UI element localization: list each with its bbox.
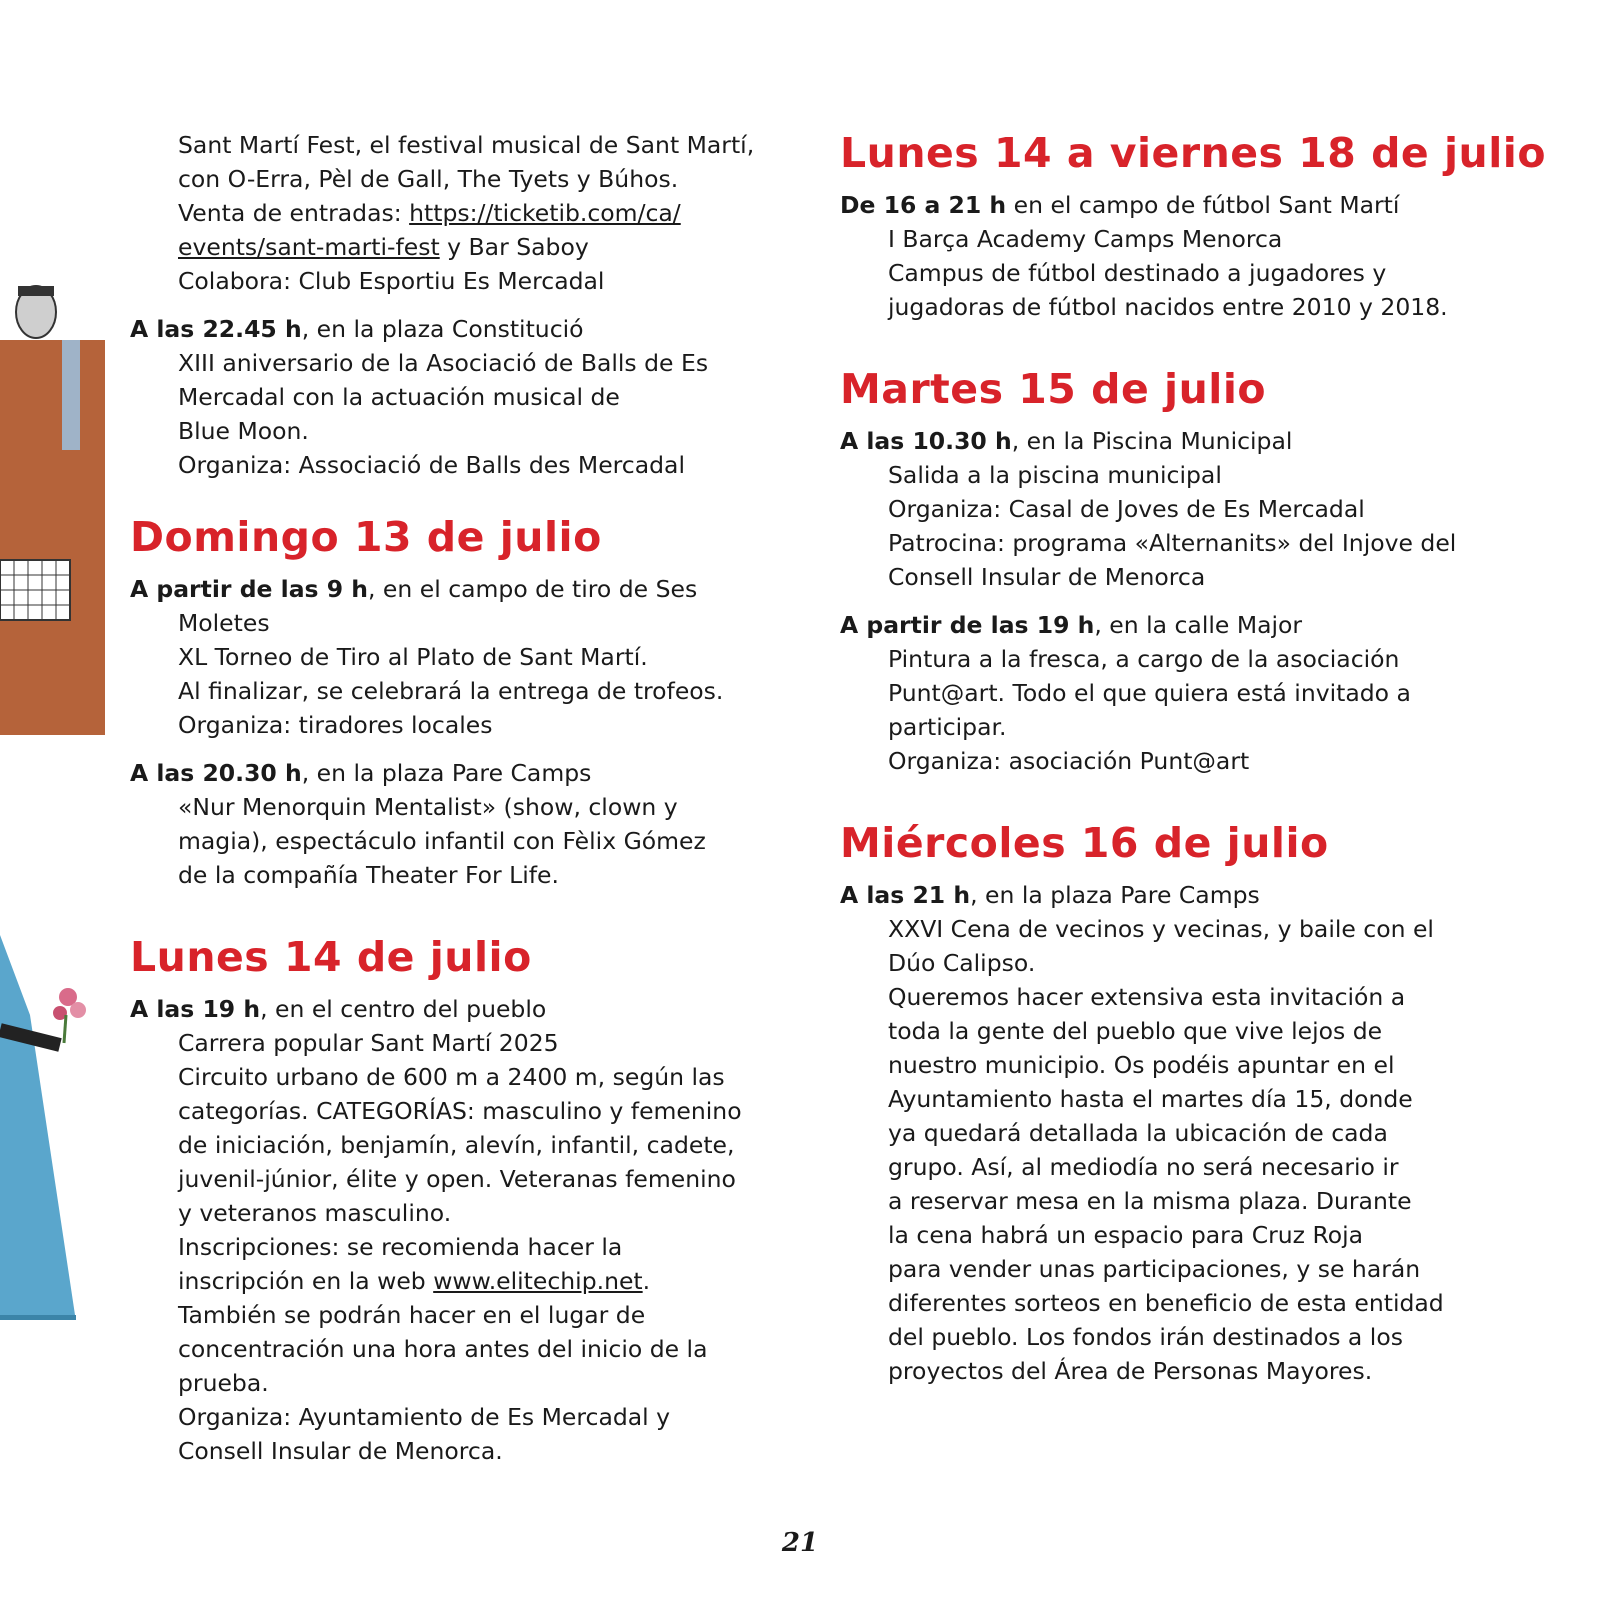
detail-line: Ayuntamiento hasta el martes día 15, donde [888, 1085, 1413, 1113]
detail-line: Organiza: asociación Punt@art [888, 747, 1250, 775]
event-time: A las 22.45 h [130, 315, 302, 343]
detail-line: Queremos hacer extensiva esta invitación a [888, 983, 1406, 1011]
detail-line: Inscripciones: se recomienda hacer la [178, 1233, 623, 1261]
event-time: A partir de las 9 h [130, 575, 368, 603]
event-heading [840, 608, 1500, 642]
detail-line: Punt@art. Todo el que quiera está invitado a [888, 679, 1411, 707]
detail-line: Consell Insular de Menorca [888, 563, 1206, 591]
detail-line: de la compañía Theater For Life. [178, 861, 559, 889]
event-heading [130, 312, 780, 346]
detail-line: a reservar mesa en la misma plaza. Durante [888, 1187, 1412, 1215]
event-martes-1030 [840, 424, 1500, 594]
event-place: , en el campo de tiro de Ses [367, 575, 698, 603]
detail-line: XL Torneo de Tiro al Plato de Sant Martí. [178, 643, 648, 671]
detail-line: Blue Moon. [178, 417, 309, 445]
detail-line: para vender unas participaciones, y se harán [888, 1255, 1421, 1283]
event-lunes-19h [130, 992, 780, 1468]
detail-line: Organiza: Casal de Joves de Es Mercadal [888, 495, 1365, 523]
event-details [840, 642, 1500, 778]
event-domingo-9h [130, 572, 780, 742]
detail-line: Campus de fútbol destinado a jugadores y [888, 259, 1387, 287]
detail-line: categorías. CATEGORÍAS: masculino y femenino [178, 1097, 742, 1125]
event-place: , en la plaza Pare Camps [301, 759, 592, 787]
event-details [840, 912, 1500, 1388]
web-line [178, 1264, 780, 1298]
detail-line: También se podrán hacer en el lugar de [178, 1301, 646, 1329]
tickets-link[interactable]: https://ticketib.com/ca/ [409, 199, 681, 227]
event-time: A partir de las 19 h [840, 611, 1095, 639]
collaborator-line: Colabora: Club Esportiu Es Mercadal [178, 267, 605, 295]
detail-line: toda la gente del pueblo que vive lejos de [888, 1017, 1383, 1045]
event-martes-19h [840, 608, 1500, 778]
right-column [840, 128, 1547, 1402]
detail-line: jugadoras de fútbol nacidos entre 2010 y 2018. [888, 293, 1448, 321]
detail-line: Organiza: Ayuntamiento de Es Mercadal y [178, 1403, 671, 1431]
detail-line: la cena habrá un espacio para Cruz Roja [888, 1221, 1364, 1249]
tickets-suffix: y Bar Saboy [439, 233, 589, 261]
detail-line: Moletes [178, 609, 270, 637]
detail-line: Organiza: Associació de Balls des Mercadal [178, 451, 685, 479]
detail-line: Consell Insular de Menorca. [178, 1437, 503, 1465]
detail-line: diferentes sorteos en beneficio de esta entidad [888, 1289, 1444, 1317]
left-column [130, 128, 780, 1482]
event-time: A las 19 h [130, 995, 261, 1023]
event-heading [130, 572, 780, 606]
sant-marti-fest-event [130, 128, 780, 298]
event-place: , en la plaza Constitució [301, 315, 584, 343]
day-heading-domingo: Domingo 13 de julio [130, 513, 602, 561]
day-heading-lunes: Lunes 14 de julio [130, 933, 532, 981]
event-miercoles-21h [840, 878, 1500, 1388]
event-time: A las 10.30 h [840, 427, 1012, 455]
tickets-link-cont[interactable]: events/sant-marti-fest [178, 233, 440, 261]
detail-line: «Nur Menorquin Mentalist» (show, clown y [178, 793, 678, 821]
tickets-prefix: Venta de entradas: [178, 199, 410, 227]
detail-line: del pueblo. Los fondos irán destinados a los [888, 1323, 1403, 1351]
event-details [130, 606, 780, 742]
event-heading [840, 878, 1500, 912]
illustration-figure-bottom [0, 935, 110, 1335]
detail-line: Organiza: tiradores locales [178, 711, 493, 739]
event-details [130, 128, 780, 298]
detail-line: XIII aniversario de la Asociació de Balls de Es [178, 349, 709, 377]
detail-line: grupo. Así, al mediodía no será necesario ir [888, 1153, 1399, 1181]
event-place: , en la plaza Pare Camps [970, 881, 1260, 909]
web-prefix: inscripción en la web [178, 1267, 434, 1295]
detail-line: magia), espectáculo infantil con Fèlix Gómez [178, 827, 706, 855]
event-22-45 [130, 312, 780, 482]
event-details [840, 222, 1500, 324]
event-heading [130, 992, 780, 1026]
day-heading-miercoles: Miércoles 16 de julio [840, 819, 1329, 867]
event-barca-academy [840, 188, 1500, 324]
event-time: A las 20.30 h [130, 759, 302, 787]
event-details [130, 346, 780, 482]
detail-line: Circuito urbano de 600 m a 2400 m, según las [178, 1063, 725, 1091]
event-heading [840, 424, 1500, 458]
tickets-line-2 [178, 230, 780, 264]
detail-line: Patrocina: programa «Alternanits» del Injove del [888, 529, 1457, 557]
detail-line: Mercadal con la actuación musical de [178, 383, 620, 411]
event-heading [130, 756, 780, 790]
event-time: De 16 a 21 h [840, 191, 1007, 219]
detail-line: proyectos del Área de Personas Mayores. [888, 1357, 1373, 1385]
event-place: en el campo de fútbol Sant Martí [1006, 191, 1400, 219]
event-place: , en la Piscina Municipal [1011, 427, 1293, 455]
event-details [840, 458, 1500, 594]
event-heading [840, 188, 1500, 222]
event-domingo-2030 [130, 756, 780, 892]
detail-line: concentración una hora antes del inicio de la [178, 1335, 708, 1363]
event-time: A las 21 h [840, 881, 971, 909]
day-heading-lunes-viernes: Lunes 14 a viernes 18 de julio [840, 129, 1547, 177]
tickets-line [178, 196, 780, 230]
detail-line: Carrera popular Sant Martí 2025 [178, 1029, 559, 1057]
elitechip-link[interactable]: www.elitechip.net [433, 1267, 643, 1295]
detail-line: Salida a la piscina municipal [888, 461, 1222, 489]
detail-line: y veteranos masculino. [178, 1199, 452, 1227]
detail-line: XXVI Cena de vecinos y vecinas, y baile con el [888, 915, 1434, 943]
page-number: 21 [781, 1528, 819, 1558]
detail-line: nuestro municipio. Os podéis apuntar en el [888, 1051, 1395, 1079]
detail-line: Sant Martí Fest, el festival musical de Sant Martí, [178, 131, 755, 159]
detail-line: ya quedará detallada la ubicación de cada [888, 1119, 1388, 1147]
detail-line: Pintura a la fresca, a cargo de la asociación [888, 645, 1400, 673]
illustration-figure-top [0, 260, 110, 740]
detail-line: Al finalizar, se celebrará la entrega de trofeos. [178, 677, 724, 705]
day-heading-martes: Martes 15 de julio [840, 365, 1267, 413]
detail-line: prueba. [178, 1369, 269, 1397]
detail-line: I Barça Academy Camps Menorca [888, 225, 1283, 253]
web-suffix: . [642, 1267, 651, 1295]
detail-line: juvenil-júnior, élite y open. Veteranas femenino [178, 1165, 736, 1193]
detail-line: con O-Erra, Pèl de Gall, The Tyets y Búhos. [178, 165, 679, 193]
event-details [130, 790, 780, 892]
event-details [130, 1026, 780, 1468]
detail-line: participar. [888, 713, 1007, 741]
event-place: , en la calle Major [1094, 611, 1303, 639]
detail-line: Dúo Calipso. [888, 949, 1036, 977]
event-place: , en el centro del pueblo [260, 995, 547, 1023]
detail-line: de iniciación, benjamín, alevín, infantil, cadete, [178, 1131, 735, 1159]
